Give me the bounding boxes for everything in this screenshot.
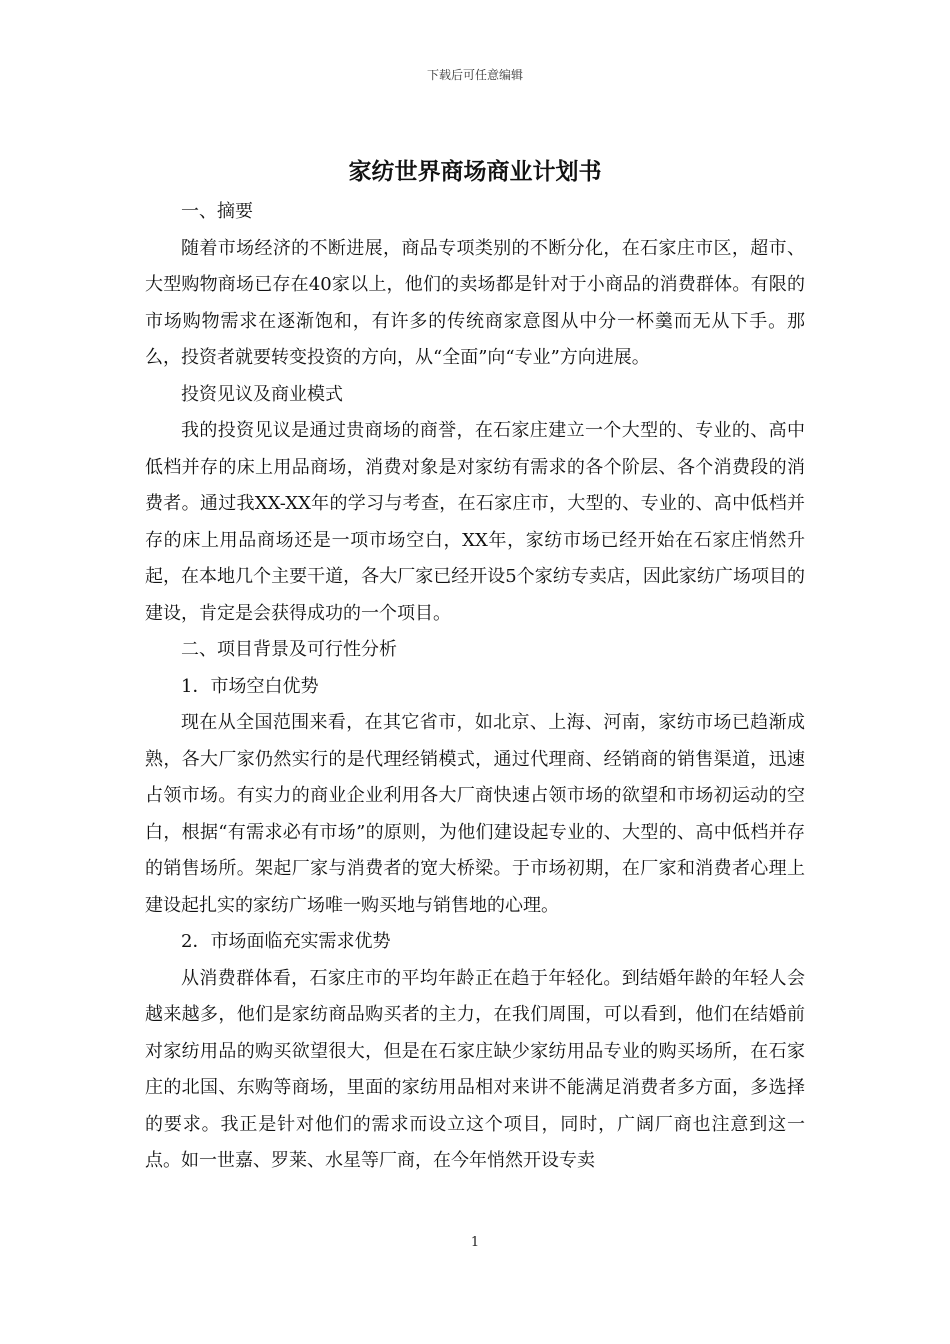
paragraph-market-gap: 现在从全国范围来看，在其它省市，如北京、上海、河南，家纺市场已趋渐成熟，各大厂家仍然实行的是代理经销模式，通过代理商、经销商的销售渠道，迅速占领市场。有实力的商业企业利用各大厂商快速占领市场的欲望和市场初运动的空白，根据“有需求必有市场”的原则，为他们建设起专业的、大型的、高中低档并存的销售场所。架起厂家与消费者的宽大桥梁。于市场初期，在厂家和消费者心理上建设起扎实的家纺广场唯一购买地与销售地的心理。 [145,712,805,916]
section-heading-investment: 投资见议及商业模式 [181,383,343,405]
document-body [145,150,805,1180]
document-title: 家纺世界商场商业计划书 [348,158,602,185]
paragraph-investment-proposal: 我的投资见议是通过贵商场的商誉，在石家庄建立一个大型的、专业的、高中低档并存的床上用品商场，消费对象是对家纺有需求的各个阶层、各个消费段的消费者。通过我XX-XX年的学习与考查，在石家庄市，大型的、专业的、高中低档并存的床上用品商场还是一项市场空白，XX年，家纺市场已经开始在石家庄悄然升起，在本地几个主要干道，各大厂家已经开设5个家纺专卖店，因此家纺广场项目的建设，肯定是会获得成功的一个项目。 [145,420,805,624]
page-number: 1 [470,1235,480,1250]
page-header-note: 下载后可任意编辑 [426,68,523,82]
section-heading-background: 二、项目背景及可行性分析 [181,639,397,660]
subheading-market-gap: 1．市场空白优势 [181,675,319,697]
paragraph-market-demand: 从消费群体看，石家庄市的平均年龄正在趋于年轻化。到结婚年龄的年轻人会越来越多，他们是家纺商品购买者的主力，在我们周围，可以看到，他们在结婚前对家纺用品的购买欲望很大，但是在石家庄缺少家纺用品专业的购买场所，在石家庄的北国、东购等商场，里面的家纺用品相对来讲不能满足消费者多方面，多选择的要求。我正是针对他们的需求而设立这个项目，同时，广阔厂商也注意到这一点。如一世嘉、罗莱、水星等厂商，在今年悄然开设专卖 [145,967,805,1171]
subheading-market-demand: 2．市场面临充实需求优势 [181,931,391,952]
paragraph-market-overview: 随着市场经济的不断进展，商品专项类别的不断分化，在石家庄市区，超市、大型购物商场已存在40家以上，他们的卖场都是针对于小商品的消费群体。有限的市场购物需求在逐渐饱和，有许多的传统商家意图从中分一杯羹而无从下手。那么，投资者就要转变投资的方向，从“全面”向“专业”方向进展。 [145,237,805,368]
section-heading-summary: 一、摘要 [181,201,253,222]
